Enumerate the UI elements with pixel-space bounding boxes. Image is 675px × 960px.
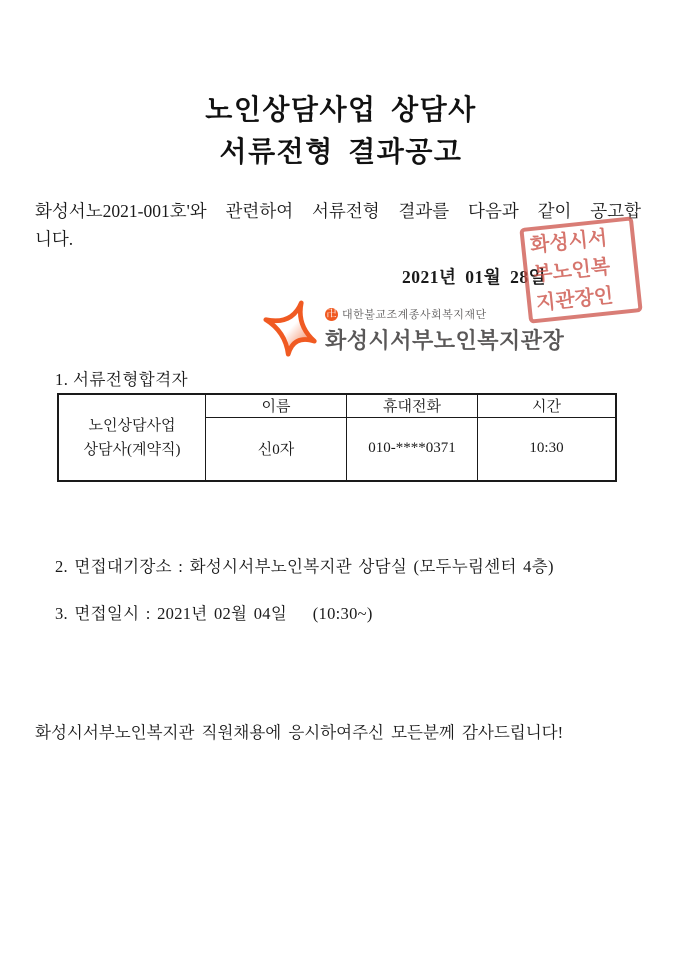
document-title (0, 90, 675, 174)
sparkle-logo-icon (263, 300, 319, 363)
organization-name: 화성시서부노인복지관장 (325, 328, 565, 353)
section-1-heading: 1. 서류전형합격자 (55, 370, 189, 389)
stamp-row: 지관장인 (535, 284, 615, 315)
pass-result-table (57, 393, 617, 482)
body-line-2: 니다. (35, 229, 74, 249)
section-3-interview-datetime: 3. 면접일시 : 2021년 02월 04일 (10:30~) (55, 604, 373, 623)
announcement-date: 2021년 01월 28일 (402, 267, 546, 287)
section-2-interview-location: 2. 면접대기장소 : 화성시서부노인복지관 상담실 (모두누림센터 4층) (55, 557, 554, 576)
position-line-1: 노인상담사업 (88, 417, 176, 434)
applicant-time-cell: 10:30 (478, 417, 617, 481)
organization-logo (263, 300, 564, 363)
column-header-phone: 휴대전화 (347, 394, 478, 417)
title-line-1: 노인상담사업 상담사 (205, 95, 477, 126)
stamp-row: 부노인복 (532, 255, 612, 286)
body-line-1: 화성서노2021-001호'와 관련하여 서류전형 결과를 다음과 같이 공고합 (35, 201, 641, 221)
official-seal-stamp (519, 216, 642, 323)
foundation-name: 대한불교조계종사회복지재단 (342, 309, 487, 321)
stamp-row: 화성시서 (529, 227, 609, 258)
applicant-phone-cell: 010-****0371 (347, 417, 478, 481)
column-header-time: 시간 (478, 394, 617, 417)
column-header-name: 이름 (206, 394, 347, 417)
title-line-2: 서류전형 결과공고 (219, 137, 463, 168)
position-line-2: 상담사(계약직) (83, 441, 181, 458)
closing-thanks-message: 화성시서부노인복지관 직원채용에 응시하여주신 모든분께 감사드립니다! (35, 723, 564, 742)
buddhist-manji-icon: 卍 (326, 308, 337, 320)
table-position-cell (58, 394, 206, 481)
applicant-name-cell: 신0자 (206, 417, 347, 481)
